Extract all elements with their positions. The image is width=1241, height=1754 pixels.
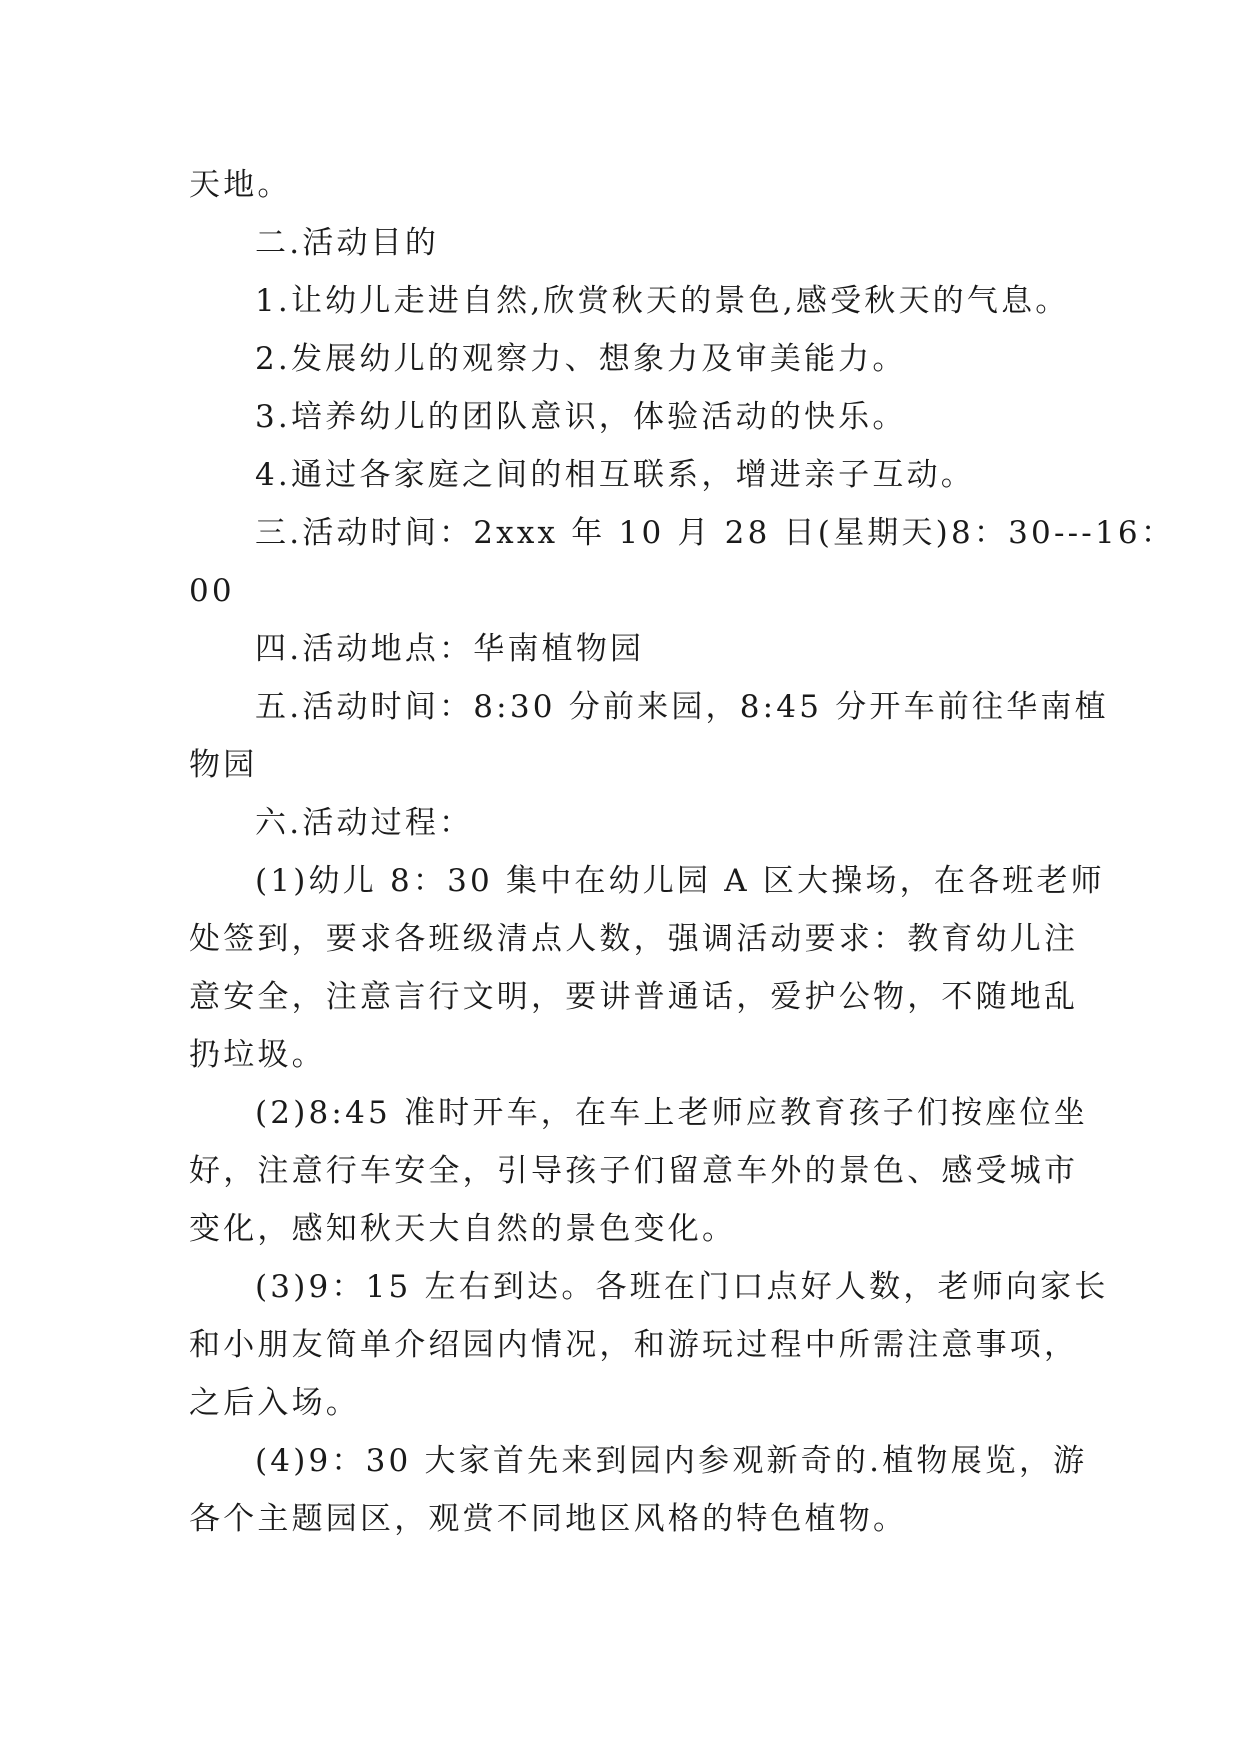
paragraph-line: 好，注意行车安全，引导孩子们留意车外的景色、感受城市: [189, 1153, 1079, 1189]
section-heading-location: 四.活动地点：华南植物园: [255, 631, 645, 667]
paragraph-line: 之后入场。: [189, 1385, 360, 1421]
list-item: 3.培养幼儿的团队意识，体验活动的快乐。: [255, 399, 907, 435]
list-item: 2.发展幼儿的观察力、想象力及审美能力。: [255, 341, 907, 377]
paragraph-line: (1)幼儿 8：30 集中在幼儿园 A 区大操场，在各班老师: [255, 863, 1105, 899]
section-heading-time: 三.活动时间：2xxx 年 10 月 28 日(星期天)8：30---16：: [255, 515, 1176, 551]
paragraph-line: 变化，感知秋天大自然的景色变化。: [189, 1211, 737, 1247]
section-heading-process: 六.活动过程：: [255, 805, 474, 841]
paragraph-line: (4)9：30 大家首先来到园内参观新奇的.植物展览，游: [255, 1443, 1088, 1479]
paragraph-line: 处签到，要求各班级清点人数，强调活动要求：教育幼儿注: [189, 921, 1079, 957]
paragraph-line: 和小朋友简单介绍园内情况，和游玩过程中所需注意事项，: [189, 1327, 1079, 1363]
text-line: 00: [189, 573, 235, 609]
section-heading-purpose: 二.活动目的: [255, 225, 440, 261]
list-item: 4.通过各家庭之间的相互联系，增进亲子互动。: [255, 457, 975, 493]
paragraph-line: 扔垃圾。: [189, 1037, 326, 1073]
paragraph-line: 各个主题园区，观赏不同地区风格的特色植物。: [189, 1501, 908, 1537]
paragraph-line: 意安全，注意言行文明，要讲普通话，爱护公物，不随地乱: [189, 979, 1079, 1015]
text-line: 物园: [189, 747, 258, 783]
section-heading-schedule: 五.活动时间：8:30 分前来园，8:45 分开车前往华南植: [255, 689, 1109, 725]
document-body: [189, 156, 1176, 1548]
text-line: 天地。: [189, 167, 292, 203]
list-item: 1.让幼儿走进自然,欣赏秋天的景色,感受秋天的气息。: [255, 283, 1070, 319]
paragraph-line: (2)8:45 准时开车，在车上老师应教育孩子们按座位坐: [255, 1095, 1088, 1131]
paragraph-line: (3)9：15 左右到达。各班在门口点好人数，老师向家长: [255, 1269, 1109, 1305]
